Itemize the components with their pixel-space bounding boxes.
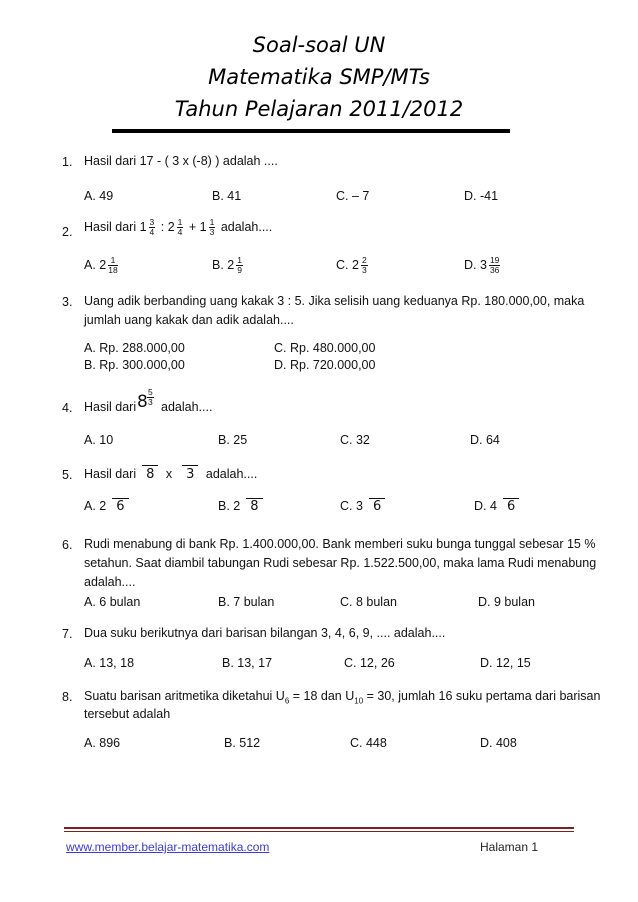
question-text-line-2: tersebut adalah xyxy=(84,707,171,721)
option-c: C. 2 $\frac{2}{3}$ xyxy=(336,255,367,275)
footer-page-number: Halaman 1 xyxy=(480,840,539,854)
title-line-3: Tahun Pelajaran 2011/2012 xyxy=(174,97,464,121)
question-text: Hasil dari 1 $\frac{3}{4}$ : 2 $\frac{1}{4}$ + 1 $\frac{1}{3}$ adalah.... xyxy=(84,217,273,237)
option-d: D. 64 xyxy=(470,433,500,447)
option-a: A. 13, 18 xyxy=(84,656,135,670)
option-b: B. 512 xyxy=(224,736,261,750)
option-a: A. 49 xyxy=(84,189,114,203)
option-b: B. 13, 17 xyxy=(222,656,273,670)
option-b: B. 7 bulan xyxy=(218,595,275,609)
option-a: A. 10 xyxy=(84,433,114,447)
power-exponent: $\frac{5}{3}$ xyxy=(148,387,153,407)
title-underline xyxy=(112,129,510,133)
question-text-line-2: setahun. Saat diambil tabungan Rudi sebesar Rp. 1.522.500,00, maka lama Rudi menabung xyxy=(84,556,597,570)
option-d: D. Rp. 720.000,00 xyxy=(274,358,376,372)
question-number: 4. xyxy=(62,401,73,415)
option-d: D. 12, 15 xyxy=(480,656,531,670)
option-a: A. 6 bulan xyxy=(84,595,141,609)
option-d: D. 4 6 xyxy=(474,499,519,514)
footer-website-link[interactable]: www.member.belajar-matematika.com xyxy=(66,840,270,854)
title-line-2: Matematika SMP/MTs xyxy=(208,65,430,89)
option-c: C. 8 bulan xyxy=(340,595,397,609)
question-text-line-2: jumlah uang kakak dan adik adalah.... xyxy=(84,313,294,327)
option-b: B. Rp. 300.000,00 xyxy=(84,358,185,372)
question-text: Hasil dari 17 - ( 3 x (-8) ) adalah .... xyxy=(84,154,278,168)
option-c: C. Rp. 480.000,00 xyxy=(274,341,376,355)
question-number: 2. xyxy=(62,225,73,239)
question-number: 5. xyxy=(62,468,73,482)
option-a: A. 2 6 xyxy=(84,499,129,514)
option-b: B. 2 $\frac{1}{9}$ xyxy=(212,255,242,275)
question-number: 1. xyxy=(62,155,73,169)
question-text: Hasil dari 8 x 3 adalah.... xyxy=(84,467,258,482)
footer-rule-thin xyxy=(64,831,574,832)
option-c: C. 32 xyxy=(340,433,370,447)
option-d: D. 9 bulan xyxy=(478,595,535,609)
sqrt-3: 3 xyxy=(182,466,198,483)
option-d: D. -41 xyxy=(464,189,499,203)
option-d: D. 408 xyxy=(480,736,517,750)
sqrt-8: 8 xyxy=(142,466,158,483)
question-text-pre: Hasil dari xyxy=(84,400,137,414)
option-b: B. 25 xyxy=(218,433,248,447)
option-c: C. – 7 xyxy=(336,189,370,203)
option-c: C. 448 xyxy=(350,736,387,750)
option-b: B. 2 8 xyxy=(218,499,263,514)
option-a: A. 2 $\frac{1}{18}$ xyxy=(84,255,118,275)
question-number: 3. xyxy=(62,295,73,309)
option-a: A. 896 xyxy=(84,736,121,750)
option-c: C. 12, 26 xyxy=(344,656,395,670)
option-d: D. 3 $\frac{19}{36}$ xyxy=(464,255,500,275)
question-text-line-3: adalah.... xyxy=(84,575,136,589)
option-c: C. 3 6 xyxy=(340,499,385,514)
question-text-post: adalah.... xyxy=(161,400,213,414)
question-text-line-1: Rudi menabung di bank Rp. 1.400.000,00. Bank memberi suku bunga tunggal sebesar 15 % xyxy=(84,537,596,551)
option-b: B. 41 xyxy=(212,189,242,203)
option-a: A. Rp. 288.000,00 xyxy=(84,341,185,355)
footer-rule xyxy=(64,827,574,829)
question-number: 6. xyxy=(62,538,73,552)
power-base: 8 xyxy=(137,392,148,412)
question-text-line-1: Suatu barisan aritmetika diketahui $U_6 = 18$ dan $U_{10} = 30$, jumlah 16 suku pertama dari barisan xyxy=(84,689,601,706)
question-text-line-1: Uang adik berbanding uang kakak 3 : 5. Jika selisih uang keduanya Rp. 180.000,00, maka xyxy=(84,294,585,308)
title-line-1: Soal-soal UN xyxy=(252,33,386,57)
question-number: 7. xyxy=(62,627,73,641)
question-number: 8. xyxy=(62,690,73,704)
question-text: Dua suku berikutnya dari barisan bilangan 3, 4, 6, 9, .... adalah.... xyxy=(84,626,446,640)
